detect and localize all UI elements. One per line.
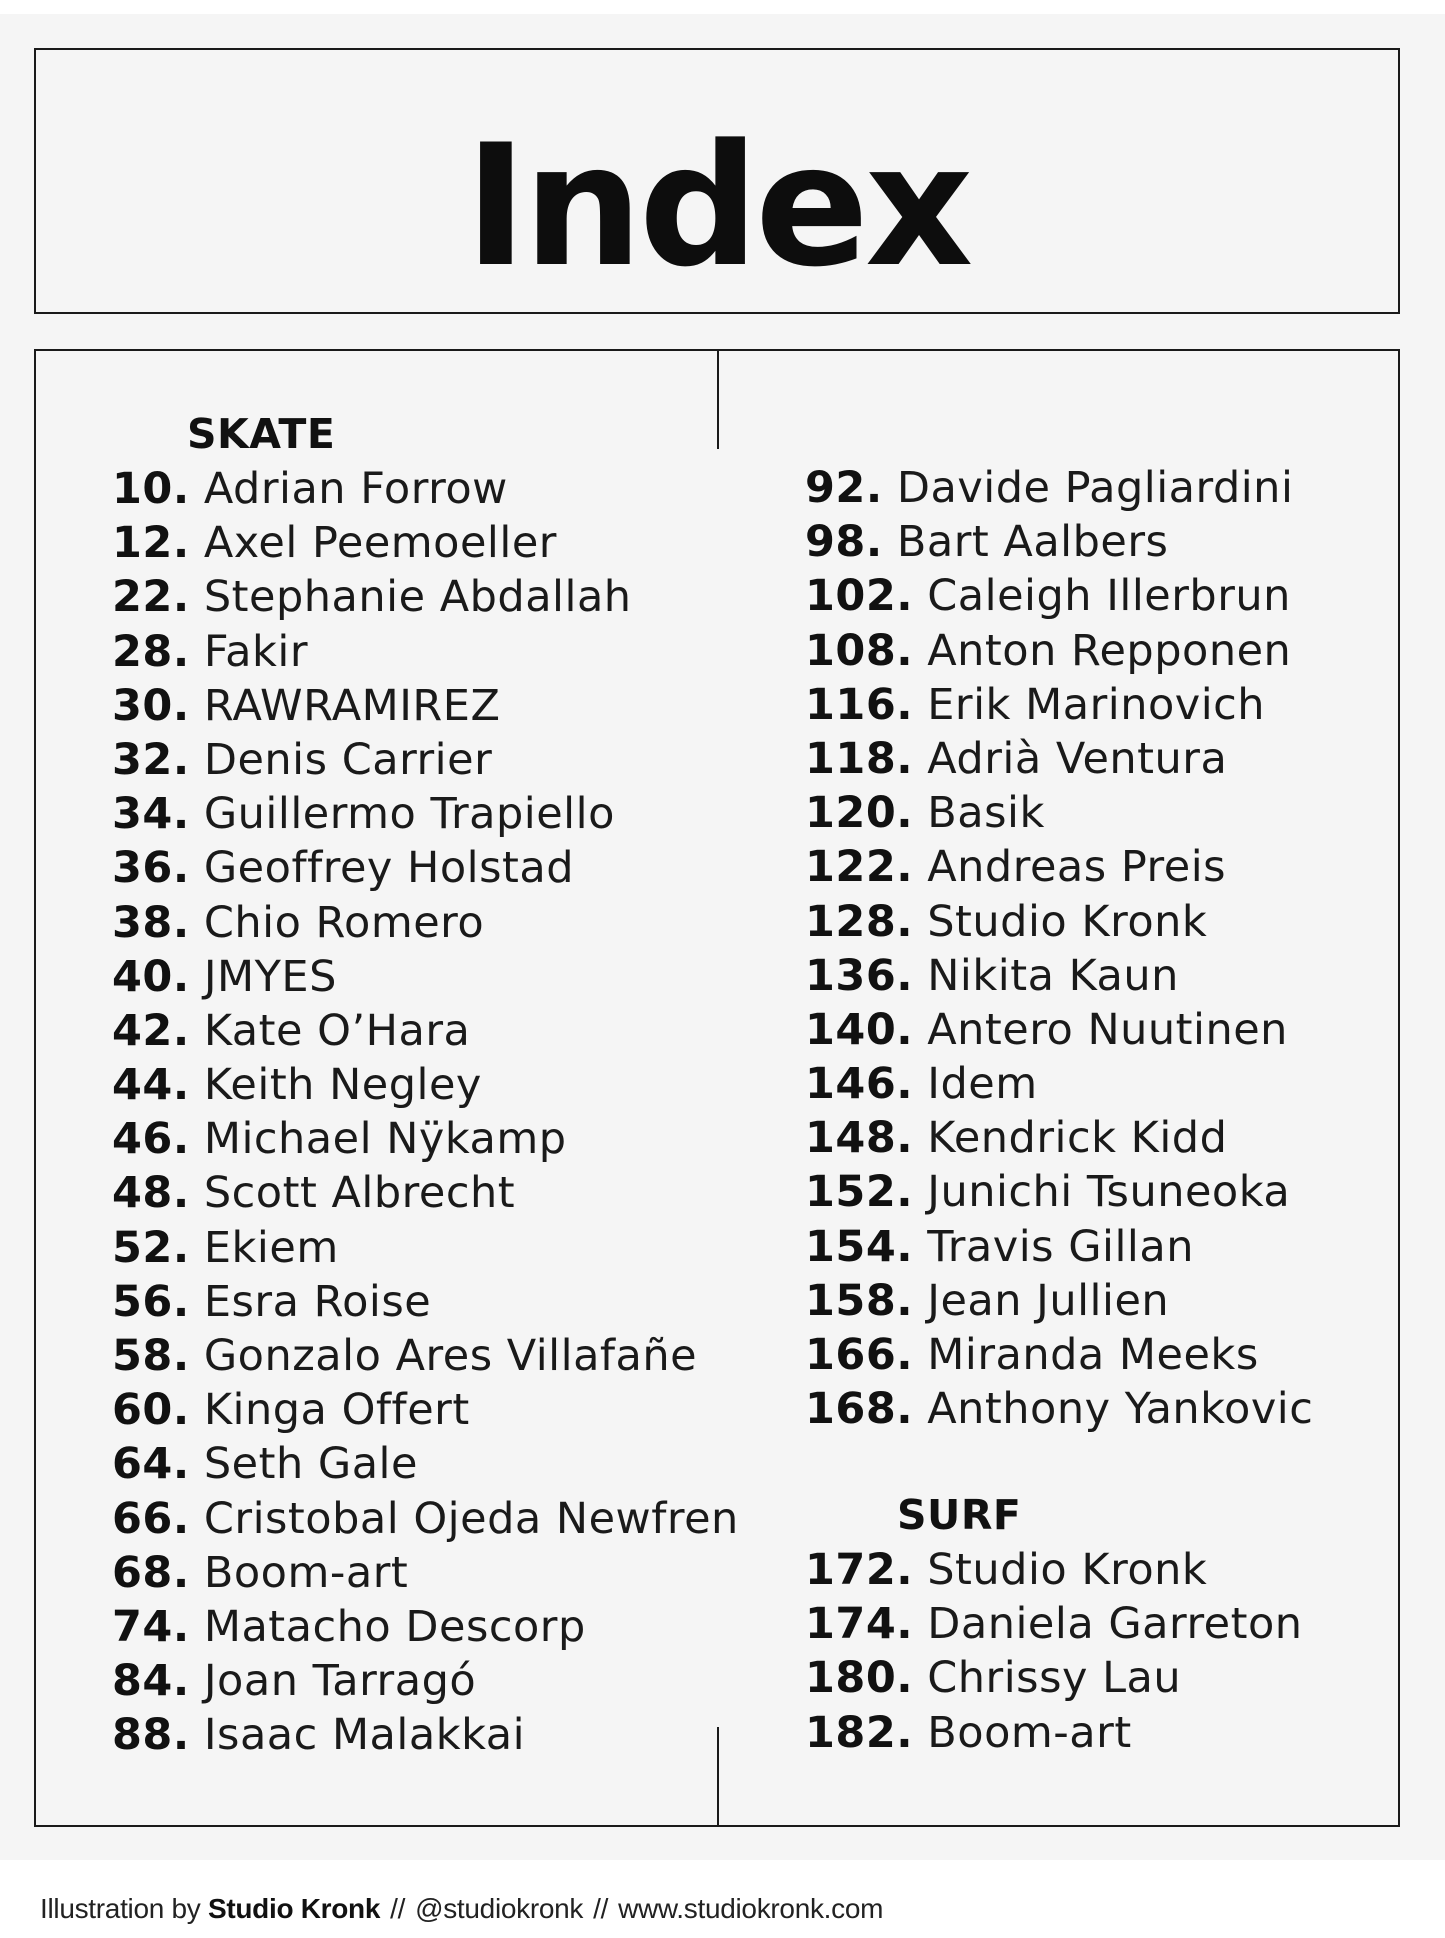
artist-name: Cristobal Ojeda Newfren	[203, 1493, 739, 1544]
artist-name: Ekiem	[203, 1222, 339, 1273]
page-number: 158.	[805, 1275, 914, 1326]
artist-name: Adrià Ventura	[927, 733, 1228, 784]
page-number: 116.	[805, 679, 914, 730]
artist-name: Matacho Descorp	[203, 1601, 586, 1652]
artist-name: Junichi Tsuneoka	[927, 1167, 1291, 1218]
page-number: 140.	[805, 1004, 914, 1055]
artist-name: Travis Gillan	[927, 1221, 1194, 1272]
index-entry	[112, 787, 739, 841]
index-entry	[112, 1329, 739, 1383]
credit-separator: //	[593, 1893, 609, 1924]
page-number: 42.	[112, 1005, 190, 1056]
artist-name: JMYES	[203, 951, 337, 1002]
index-entry	[112, 1221, 739, 1275]
surf-list	[805, 1543, 1303, 1760]
index-entry	[805, 1706, 1303, 1760]
artist-name: Anton Repponen	[927, 625, 1292, 676]
index-entry	[805, 786, 1313, 840]
page-number: 52.	[112, 1222, 190, 1273]
index-entry	[112, 1383, 739, 1437]
credit-prefix: Illustration by	[40, 1893, 201, 1924]
artist-name: Geoffrey Holstad	[203, 843, 575, 894]
page-number: 88.	[112, 1710, 190, 1761]
index-entry	[805, 1543, 1303, 1597]
section-heading-skate: SKATE	[187, 410, 336, 458]
page-number: 22.	[112, 572, 190, 623]
index-entry	[805, 895, 1313, 949]
page-number: 180.	[805, 1653, 914, 1704]
artist-name: Caleigh Illerbrun	[927, 571, 1291, 622]
page-number: 174.	[805, 1599, 914, 1650]
artist-name: Studio Kronk	[927, 896, 1208, 947]
page-number: 46.	[112, 1114, 190, 1165]
page-number: 56.	[112, 1276, 190, 1327]
artist-name: Miranda Meeks	[927, 1330, 1259, 1380]
index-entry	[805, 1328, 1313, 1382]
artist-name: Anthony Yankovic	[927, 1384, 1314, 1435]
title-frame	[34, 48, 1400, 314]
artist-name: Jean Jullien	[927, 1275, 1170, 1326]
index-entry	[805, 1057, 1313, 1111]
page-number: 166.	[805, 1330, 914, 1380]
artist-name: Idem	[927, 1059, 1038, 1110]
artist-name: Boom-art	[203, 1547, 409, 1598]
artist-name: Guillermo Trapiello	[203, 789, 615, 840]
credit-studio: Studio Kronk	[207, 1893, 381, 1924]
index-entry	[805, 732, 1313, 786]
artist-name: Denis Carrier	[203, 734, 493, 785]
index-entry	[112, 1437, 739, 1491]
artist-name: Erik Marinovich	[927, 679, 1266, 730]
artist-name: Daniela Garreton	[927, 1599, 1303, 1650]
artist-name: Kinga Offert	[203, 1385, 470, 1436]
artist-name: Stephanie Abdallah	[203, 572, 632, 623]
artist-name: Chio Romero	[203, 897, 485, 948]
page-number: 136.	[805, 950, 914, 1001]
index-entry	[112, 950, 739, 1004]
artist-name: Antero Nuutinen	[927, 1004, 1288, 1055]
artist-name: Gonzalo Ares Villafañe	[203, 1331, 698, 1381]
page-number: 48.	[112, 1168, 190, 1219]
artist-name: Keith Negley	[203, 1060, 482, 1111]
index-entry	[805, 1597, 1303, 1651]
page-number: 38.	[112, 897, 190, 948]
page-number: 60.	[112, 1385, 190, 1436]
index-entry	[112, 841, 739, 895]
artist-name: Adrian Forrow	[203, 464, 508, 514]
artist-name: Kendrick Kidd	[927, 1113, 1228, 1164]
index-entry	[112, 516, 739, 570]
artist-name: Chrissy Lau	[927, 1653, 1182, 1704]
index-entry	[805, 840, 1313, 894]
page-number: 40.	[112, 951, 190, 1002]
page-number: 102.	[805, 571, 914, 622]
artist-name: Nikita Kaun	[927, 950, 1179, 1001]
page-number: 64.	[112, 1439, 190, 1490]
page-number: 172.	[805, 1545, 914, 1595]
page-number: 28.	[112, 626, 190, 677]
credit-handle: @studiokronk	[415, 1893, 584, 1924]
index-entry	[805, 1165, 1313, 1219]
index-entry	[112, 1492, 739, 1546]
page-number: 30.	[112, 680, 190, 731]
artist-name: Joan Tarragó	[203, 1656, 477, 1707]
page-number: 152.	[805, 1167, 914, 1218]
index-entry	[112, 1004, 739, 1058]
page-number: 128.	[805, 896, 914, 947]
index-entry	[112, 1708, 739, 1762]
page-title: Index	[464, 108, 970, 304]
artist-name: Kate O’Hara	[203, 1005, 471, 1056]
page-number: 74.	[112, 1601, 190, 1652]
artist-name: Boom-art	[927, 1707, 1132, 1758]
index-entry	[112, 733, 739, 787]
artist-name: Fakir	[203, 626, 309, 677]
index-entry	[112, 896, 739, 950]
index-entry	[112, 1058, 739, 1112]
page-number: 146.	[805, 1059, 914, 1110]
index-entry	[805, 515, 1313, 569]
index-entry	[805, 678, 1313, 732]
artist-name: Basik	[927, 788, 1045, 839]
page-number: 36.	[112, 843, 190, 894]
index-entry	[805, 1651, 1303, 1705]
index-entry	[112, 1654, 739, 1708]
page-number: 84.	[112, 1656, 190, 1707]
page-number: 66.	[112, 1493, 190, 1544]
artist-name: Esra Roise	[203, 1276, 432, 1327]
index-entry	[112, 462, 739, 516]
artist-name: Davide Pagliardini	[896, 463, 1294, 513]
page-number: 182.	[805, 1707, 914, 1758]
page-number: 148.	[805, 1113, 914, 1164]
page-number: 44.	[112, 1060, 190, 1111]
index-entry	[805, 1111, 1313, 1165]
artist-name: Michael Nÿkamp	[203, 1114, 567, 1165]
page-number: 32.	[112, 734, 190, 785]
artist-name: Studio Kronk	[927, 1545, 1208, 1595]
credit-footer	[40, 1893, 883, 1925]
artist-name: Axel Peemoeller	[203, 518, 557, 569]
page-number: 92.	[805, 463, 883, 513]
index-entry	[112, 679, 739, 733]
artist-name: Isaac Malakkai	[203, 1710, 526, 1761]
index-entry	[112, 1166, 739, 1220]
credit-separator: //	[390, 1893, 406, 1924]
index-entry	[805, 1220, 1313, 1274]
page-number: 68.	[112, 1547, 190, 1598]
index-entry	[805, 1274, 1313, 1328]
index-entry	[112, 1275, 739, 1329]
index-entry	[112, 1112, 739, 1166]
page-number: 120.	[805, 788, 914, 839]
column-divider-top	[717, 349, 719, 449]
index-entry	[805, 949, 1313, 1003]
index-entry	[805, 461, 1313, 515]
page-number: 154.	[805, 1221, 914, 1272]
artist-name: Bart Aalbers	[896, 517, 1169, 568]
index-entry	[112, 1600, 739, 1654]
page-number: 98.	[805, 517, 883, 568]
artist-name: RAWRAMIREZ	[203, 680, 501, 731]
skate-list-column-1	[112, 462, 739, 1763]
skate-list-column-2	[805, 461, 1313, 1436]
page-number: 10.	[112, 464, 190, 514]
index-entry	[805, 569, 1313, 623]
artist-name: Andreas Preis	[927, 842, 1227, 893]
page-number: 108.	[805, 625, 914, 676]
page-number: 122.	[805, 842, 914, 893]
index-entry	[805, 624, 1313, 678]
page-number: 58.	[112, 1331, 190, 1381]
section-heading-surf: SURF	[897, 1491, 1022, 1539]
artist-name: Seth Gale	[203, 1439, 418, 1490]
index-entry	[805, 1382, 1313, 1436]
index-entry	[112, 570, 739, 624]
page-number: 118.	[805, 733, 914, 784]
index-entry	[112, 1546, 739, 1600]
index-entry	[112, 625, 739, 679]
page-number: 34.	[112, 789, 190, 840]
index-entry	[805, 1003, 1313, 1057]
page-number: 12.	[112, 518, 190, 569]
credit-website: www.studiokronk.com	[618, 1893, 884, 1924]
artist-name: Scott Albrecht	[203, 1168, 516, 1219]
page-number: 168.	[805, 1384, 914, 1435]
